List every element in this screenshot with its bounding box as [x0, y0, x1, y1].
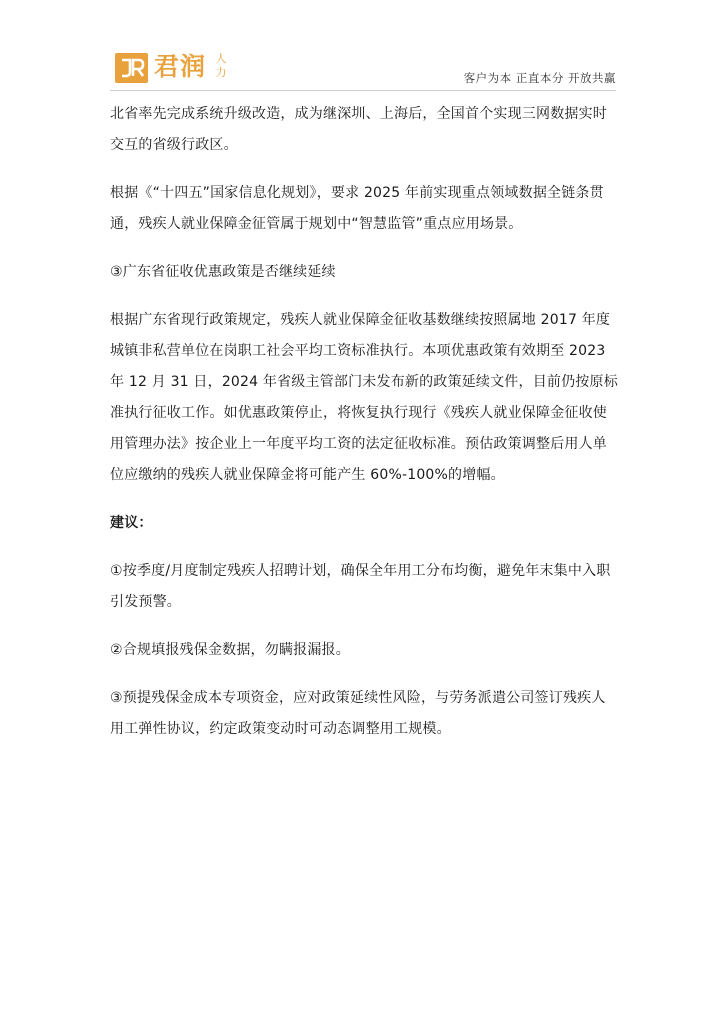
suggestion-item-1: ①按季度/月度制定残疾人招聘计划，确保全年用工分布均衡，避免年末集中入职引发预警。 — [110, 563, 611, 610]
suggestion-item-3: ③预提残保金成本专项资金，应对政策延续性风险，与劳务派遣公司签订残疾人用工弹性协议，约定政策变动时可动态调整用工规模。 — [110, 690, 606, 737]
logo-name: 君润 — [154, 52, 207, 81]
paragraph-guangdong-policy: 根据广东省现行政策规定，残疾人就业保障金征收基数继续按照属地 2017 年度城镇非私营单位在岗职工社会平均工资标准执行。本项优惠政策有效期至 2023 年 12 月 31 日，2024 年省级主管部门未发布新的政策延续文件，目前仍按原标准执行征收工作。如优惠政策停止，将恢复执行现行《残疾人就业保障金征收使用管理办法》按企业上一年度平均工资的法定征收标准。预估政策调整后用人单位应缴纳的残疾人就业保障金将可能产生 60%-100%的增幅。 — [110, 312, 618, 483]
company-logo — [115, 53, 148, 83]
jr-logo-mark-icon — [119, 57, 145, 79]
section-heading-guangdong-policy: ③广东省征收优惠政策是否继续延续 — [110, 264, 336, 280]
suggestions-heading: 建议： — [110, 515, 153, 531]
logo-sub-char-2: 力 — [215, 66, 227, 79]
header-divider — [110, 90, 616, 91]
document-body — [110, 99, 618, 762]
suggestion-item-2: ②合规填报残保金数据，勿瞒报漏报。 — [110, 642, 350, 658]
paragraph-province-upgrade: 北省率先完成系统升级改造，成为继深圳、上海后，全国首个实现三网数据实时交互的省级行政区。 — [110, 106, 607, 153]
page-header — [110, 50, 616, 88]
logo-subtitle — [214, 52, 228, 80]
logo-sub-char-1: 人 — [215, 52, 227, 65]
company-slogan: 客户为本 正直本分 开放共赢 — [463, 71, 616, 85]
paragraph-14th-five-year-plan: 根据《“十四五”国家信息化规划》，要求 2025 年前实现重点领域数据全链条贯通，残疾人就业保障金征管属于规划中“智慧监管”重点应用场景。 — [110, 185, 604, 232]
